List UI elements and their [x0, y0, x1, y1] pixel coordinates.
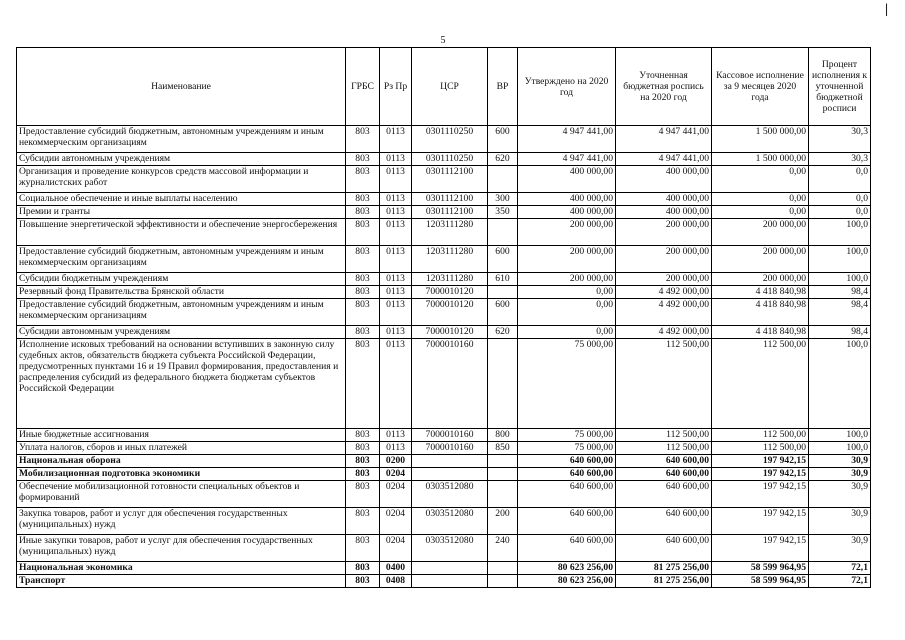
cell-grbs: 803 [346, 206, 380, 219]
cell-approved: 4 947 441,00 [518, 153, 616, 166]
cell-refined: 400 000,00 [616, 166, 712, 193]
cell-vr [488, 339, 518, 429]
cell-rzpr: 0204 [380, 468, 412, 481]
cell-csr: 1203111280 [412, 219, 488, 246]
cell-name: Уплата налогов, сборов и иных платежей [17, 442, 346, 455]
cell-csr: 7000010120 [412, 299, 488, 326]
cell-cash: 0,00 [712, 193, 809, 206]
cell-approved: 75 000,00 [518, 339, 616, 429]
header-rzpr: Рз Пр [380, 48, 412, 126]
table-header-row [17, 48, 871, 126]
cell-grbs: 803 [346, 442, 380, 455]
table-row [17, 508, 871, 535]
cell-name: Обеспечение мобилизационной готовности специальных объектов и формирований [17, 481, 346, 508]
cell-approved: 200 000,00 [518, 246, 616, 273]
cell-approved: 75 000,00 [518, 442, 616, 455]
header-percent: Процент исполнения к уточненной бюджетной росписи [809, 48, 871, 126]
cell-percent: 100,0 [809, 339, 871, 429]
cell-approved: 640 600,00 [518, 481, 616, 508]
cell-name: Исполнение исковых требований на основании вступивших в законную силу судебных актов, обязательств бюджета субъекта Российской Федерации, предусмотренных пунктами 16 и 19 Правил формирования, предоставления и распределения субсидий из федерального бюджета бюджетам субъектов Российской Федерации [17, 339, 346, 429]
cell-refined: 112 500,00 [616, 339, 712, 429]
table-row [17, 468, 871, 481]
cell-percent: 100,0 [809, 442, 871, 455]
cell-csr [412, 468, 488, 481]
cell-csr: 1203111280 [412, 246, 488, 273]
cell-approved: 400 000,00 [518, 193, 616, 206]
header-name: Наименование [17, 48, 346, 126]
cell-vr [488, 562, 518, 575]
header-csr: ЦСР [412, 48, 488, 126]
cell-csr [412, 575, 488, 588]
cell-name: Премии и гранты [17, 206, 346, 219]
cell-approved: 80 623 256,00 [518, 575, 616, 588]
cell-refined: 640 600,00 [616, 455, 712, 468]
cell-csr: 0301112100 [412, 193, 488, 206]
cell-cash: 200 000,00 [712, 246, 809, 273]
cell-vr [488, 166, 518, 193]
cell-vr: 800 [488, 429, 518, 442]
cell-grbs: 803 [346, 562, 380, 575]
cell-cash: 0,00 [712, 166, 809, 193]
cell-rzpr: 0200 [380, 455, 412, 468]
cell-approved: 80 623 256,00 [518, 562, 616, 575]
cell-grbs: 803 [346, 468, 380, 481]
table-row [17, 481, 871, 508]
cell-percent: 30,9 [809, 468, 871, 481]
cell-cash: 197 942,15 [712, 508, 809, 535]
cell-vr [488, 481, 518, 508]
cell-percent: 98,4 [809, 326, 871, 339]
cell-csr: 1203111280 [412, 273, 488, 286]
cell-rzpr: 0204 [380, 508, 412, 535]
cell-refined: 200 000,00 [616, 219, 712, 246]
cell-rzpr: 0204 [380, 535, 412, 562]
cell-rzpr: 0113 [380, 219, 412, 246]
cell-grbs: 803 [346, 273, 380, 286]
cell-refined: 4 492 000,00 [616, 326, 712, 339]
cell-vr [488, 286, 518, 299]
cell-vr: 610 [488, 273, 518, 286]
cell-grbs: 803 [346, 339, 380, 429]
cell-rzpr: 0408 [380, 575, 412, 588]
cell-approved: 4 947 441,00 [518, 126, 616, 153]
cell-grbs: 803 [346, 299, 380, 326]
cell-percent: 30,9 [809, 481, 871, 508]
cell-vr: 600 [488, 246, 518, 273]
cell-percent: 0,0 [809, 166, 871, 193]
cell-cash: 200 000,00 [712, 219, 809, 246]
cell-rzpr: 0113 [380, 193, 412, 206]
cell-grbs: 803 [346, 455, 380, 468]
cell-approved: 0,00 [518, 286, 616, 299]
cell-name: Национальная оборона [17, 455, 346, 468]
table-row [17, 339, 871, 429]
cell-name: Мобилизационная подготовка экономики [17, 468, 346, 481]
cell-percent: 100,0 [809, 246, 871, 273]
cell-csr: 7000010120 [412, 326, 488, 339]
table-row [17, 442, 871, 455]
cell-percent: 30,3 [809, 126, 871, 153]
cell-percent: 100,0 [809, 219, 871, 246]
cell-cash: 112 500,00 [712, 429, 809, 442]
cell-rzpr: 0113 [380, 246, 412, 273]
cell-grbs: 803 [346, 166, 380, 193]
cell-refined: 81 275 256,00 [616, 575, 712, 588]
cell-csr: 0301112100 [412, 166, 488, 193]
cell-rzpr: 0113 [380, 126, 412, 153]
cell-percent: 0,0 [809, 193, 871, 206]
cell-csr: 7000010160 [412, 442, 488, 455]
cell-grbs: 803 [346, 508, 380, 535]
table-row [17, 273, 871, 286]
cell-refined: 4 947 441,00 [616, 126, 712, 153]
table-row [17, 153, 871, 166]
cell-name: Закупка товаров, работ и услуг для обеспечения государственных (муниципальных) нужд [17, 508, 346, 535]
cell-percent: 30,9 [809, 535, 871, 562]
cell-grbs: 803 [346, 575, 380, 588]
header-approved: Утверждено на 2020 год [518, 48, 616, 126]
cell-cash: 197 942,15 [712, 481, 809, 508]
cell-cash: 4 418 840,98 [712, 299, 809, 326]
cell-grbs: 803 [346, 153, 380, 166]
table-row [17, 429, 871, 442]
cell-percent: 100,0 [809, 273, 871, 286]
cell-cash: 58 599 964,95 [712, 575, 809, 588]
cell-name: Субсидии автономным учреждениям [17, 153, 346, 166]
cell-csr: 0303512080 [412, 481, 488, 508]
cell-vr [488, 468, 518, 481]
cell-grbs: 803 [346, 481, 380, 508]
cell-name: Транспорт [17, 575, 346, 588]
cell-csr: 7000010160 [412, 429, 488, 442]
cell-rzpr: 0204 [380, 481, 412, 508]
cell-refined: 112 500,00 [616, 429, 712, 442]
cell-percent: 72,1 [809, 562, 871, 575]
cell-grbs: 803 [346, 535, 380, 562]
cell-vr: 620 [488, 153, 518, 166]
cell-approved: 0,00 [518, 299, 616, 326]
cell-vr [488, 219, 518, 246]
cell-rzpr: 0113 [380, 166, 412, 193]
cell-cash: 1 500 000,00 [712, 153, 809, 166]
table-row [17, 126, 871, 153]
cell-name: Предоставление субсидий бюджетным, автономным учреждениям и иным некоммерческим организациям [17, 246, 346, 273]
page-number: 5 [440, 35, 446, 46]
cell-rzpr: 0113 [380, 339, 412, 429]
header-vr: ВР [488, 48, 518, 126]
cell-approved: 640 600,00 [518, 535, 616, 562]
table-row [17, 206, 871, 219]
cell-cash: 112 500,00 [712, 442, 809, 455]
cell-csr: 0303512080 [412, 535, 488, 562]
cell-grbs: 803 [346, 286, 380, 299]
cell-csr: 0303512080 [412, 508, 488, 535]
cell-vr [488, 455, 518, 468]
header-refined: Уточненная бюджетная роспись на 2020 год [616, 48, 712, 126]
cell-vr: 200 [488, 508, 518, 535]
cell-name: Социальное обеспечение и иные выплаты населению [17, 193, 346, 206]
table-row [17, 455, 871, 468]
cell-name: Субсидии бюджетным учреждениям [17, 273, 346, 286]
budget-table [16, 47, 871, 588]
cell-name: Организация и проведение конкурсов средств массовой информации и журналистских работ [17, 166, 346, 193]
cell-refined: 81 275 256,00 [616, 562, 712, 575]
table-row [17, 562, 871, 575]
corner-mark: | [885, 2, 889, 17]
cell-rzpr: 0400 [380, 562, 412, 575]
cell-name: Иные закупки товаров, работ и услуг для обеспечения государственных (муниципальных) нужд [17, 535, 346, 562]
cell-grbs: 803 [346, 126, 380, 153]
cell-refined: 4 492 000,00 [616, 299, 712, 326]
cell-refined: 200 000,00 [616, 273, 712, 286]
cell-name: Резервный фонд Правительства Брянской области [17, 286, 346, 299]
cell-cash: 112 500,00 [712, 339, 809, 429]
cell-grbs: 803 [346, 246, 380, 273]
cell-rzpr: 0113 [380, 326, 412, 339]
cell-vr: 600 [488, 126, 518, 153]
cell-cash: 197 942,15 [712, 535, 809, 562]
cell-refined: 4 947 441,00 [616, 153, 712, 166]
cell-refined: 4 492 000,00 [616, 286, 712, 299]
cell-approved: 75 000,00 [518, 429, 616, 442]
cell-rzpr: 0113 [380, 299, 412, 326]
cell-cash: 4 418 840,98 [712, 286, 809, 299]
cell-percent: 30,3 [809, 153, 871, 166]
cell-refined: 640 600,00 [616, 481, 712, 508]
cell-refined: 640 600,00 [616, 535, 712, 562]
cell-cash: 4 418 840,98 [712, 326, 809, 339]
cell-rzpr: 0113 [380, 273, 412, 286]
cell-refined: 200 000,00 [616, 246, 712, 273]
header-cash: Кассовое исполнение за 9 месяцев 2020 года [712, 48, 809, 126]
cell-approved: 640 600,00 [518, 468, 616, 481]
cell-rzpr: 0113 [380, 153, 412, 166]
cell-approved: 400 000,00 [518, 166, 616, 193]
table-row [17, 286, 871, 299]
table-row [17, 246, 871, 273]
cell-rzpr: 0113 [380, 442, 412, 455]
cell-grbs: 803 [346, 193, 380, 206]
table-row [17, 535, 871, 562]
cell-refined: 400 000,00 [616, 206, 712, 219]
cell-name: Предоставление субсидий бюджетным, автономным учреждениям и иным некоммерческим организациям [17, 126, 346, 153]
cell-percent: 98,4 [809, 286, 871, 299]
cell-approved: 640 600,00 [518, 508, 616, 535]
cell-cash: 197 942,15 [712, 468, 809, 481]
cell-approved: 400 000,00 [518, 206, 616, 219]
cell-percent: 100,0 [809, 429, 871, 442]
cell-name: Субсидии автономным учреждениям [17, 326, 346, 339]
cell-percent: 72,1 [809, 575, 871, 588]
cell-approved: 0,00 [518, 326, 616, 339]
cell-vr [488, 575, 518, 588]
header-grbs: ГРБС [346, 48, 380, 126]
table-row [17, 193, 871, 206]
cell-percent: 30,9 [809, 455, 871, 468]
cell-percent: 30,9 [809, 508, 871, 535]
cell-percent: 0,0 [809, 206, 871, 219]
cell-csr [412, 562, 488, 575]
cell-vr: 600 [488, 299, 518, 326]
cell-vr: 620 [488, 326, 518, 339]
table-row [17, 575, 871, 588]
cell-name: Иные бюджетные ассигнования [17, 429, 346, 442]
cell-refined: 640 600,00 [616, 468, 712, 481]
cell-vr: 240 [488, 535, 518, 562]
cell-csr: 7000010120 [412, 286, 488, 299]
cell-rzpr: 0113 [380, 286, 412, 299]
cell-cash: 1 500 000,00 [712, 126, 809, 153]
cell-approved: 200 000,00 [518, 273, 616, 286]
cell-rzpr: 0113 [380, 429, 412, 442]
cell-refined: 112 500,00 [616, 442, 712, 455]
cell-cash: 197 942,15 [712, 455, 809, 468]
cell-grbs: 803 [346, 326, 380, 339]
table-row [17, 326, 871, 339]
cell-cash: 0,00 [712, 206, 809, 219]
cell-grbs: 803 [346, 429, 380, 442]
cell-vr: 350 [488, 206, 518, 219]
cell-approved: 640 600,00 [518, 455, 616, 468]
cell-csr: 0301112100 [412, 206, 488, 219]
cell-percent: 98,4 [809, 299, 871, 326]
cell-vr: 850 [488, 442, 518, 455]
cell-name: Предоставление субсидий бюджетным, автономным учреждениям и иным некоммерческим организациям [17, 299, 346, 326]
cell-csr: 0301110250 [412, 153, 488, 166]
cell-csr: 7000010160 [412, 339, 488, 429]
table-row [17, 299, 871, 326]
table-row [17, 219, 871, 246]
cell-rzpr: 0113 [380, 206, 412, 219]
cell-vr: 300 [488, 193, 518, 206]
cell-cash: 200 000,00 [712, 273, 809, 286]
cell-approved: 200 000,00 [518, 219, 616, 246]
cell-cash: 58 599 964,95 [712, 562, 809, 575]
cell-refined: 400 000,00 [616, 193, 712, 206]
cell-grbs: 803 [346, 219, 380, 246]
cell-csr [412, 455, 488, 468]
cell-name: Национальная экономика [17, 562, 346, 575]
cell-csr: 0301110250 [412, 126, 488, 153]
cell-refined: 640 600,00 [616, 508, 712, 535]
cell-name: Повышение энергетической эффективности и обеспечение энергосбережения [17, 219, 346, 246]
table-row [17, 166, 871, 193]
